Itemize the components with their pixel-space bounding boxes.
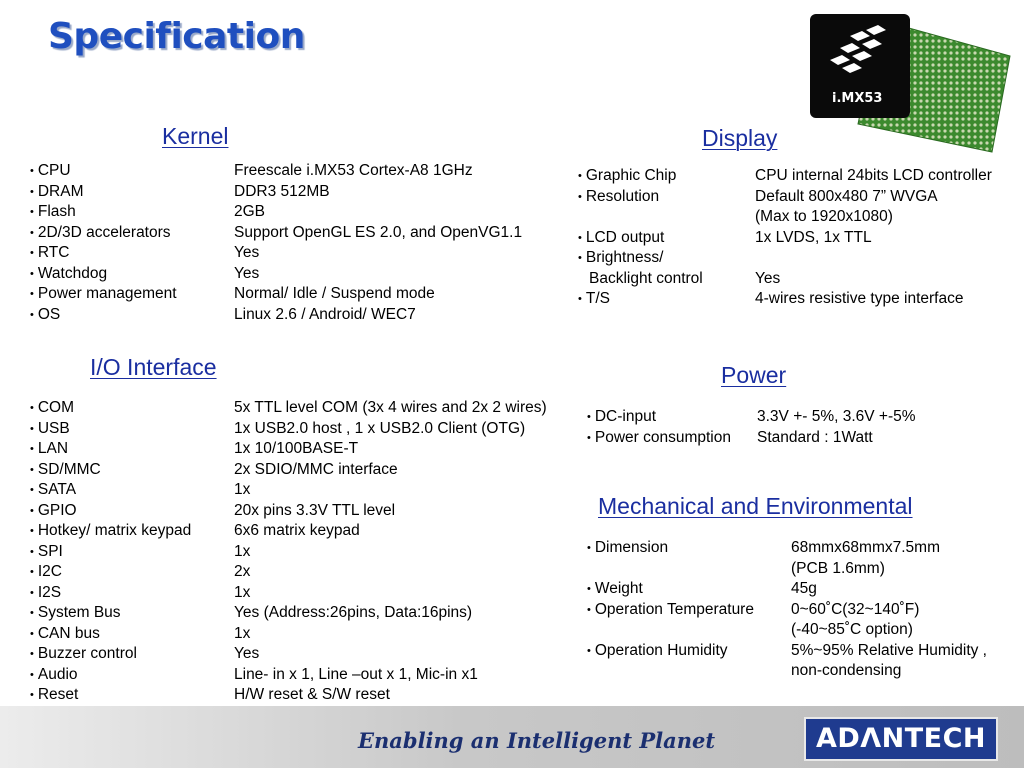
spec-value: 45g — [791, 580, 817, 597]
spec-value: Yes — [234, 244, 260, 261]
spec-row — [578, 289, 1018, 310]
spec-label: • Hotkey/ matrix keypad — [30, 521, 191, 543]
spec-row — [587, 620, 1017, 641]
spec-label: • Dimension — [587, 538, 668, 560]
spec-row — [587, 407, 1007, 428]
spec-label: • Graphic Chip — [578, 166, 676, 188]
spec-row — [30, 501, 580, 522]
spec-row — [578, 269, 1018, 290]
spec-row — [30, 685, 580, 706]
spec-value: Line- in x 1, Line –out x 1, Mic-in x1 — [234, 665, 478, 683]
spec-value: Standard : 1Watt — [757, 428, 873, 446]
spec-label: • RTC — [30, 243, 69, 265]
spec-label: • LCD output — [578, 228, 664, 250]
spec-row — [587, 559, 1017, 580]
spec-label: • Power consumption — [587, 428, 731, 450]
spec-label: • DC-input — [587, 407, 656, 429]
power-spec-list — [587, 407, 1007, 448]
spec-label: • SPI — [30, 542, 63, 564]
spec-label: • USB — [30, 419, 70, 441]
spec-row — [30, 182, 570, 203]
spec-row — [587, 579, 1017, 600]
spec-value: 6x6 matrix keypad — [234, 522, 360, 539]
spec-value: 2x SDIO/MMC interface — [234, 460, 398, 478]
spec-value: 1x USB2.0 host , 1 x USB2.0 Client (OTG) — [234, 419, 526, 437]
spec-row — [30, 202, 570, 223]
mech-spec-list — [587, 538, 1017, 682]
spec-row — [30, 460, 580, 481]
spec-value: 2GB — [234, 203, 266, 220]
spec-label: • T/S — [578, 289, 610, 311]
spec-label: • CAN bus — [30, 624, 100, 646]
spec-value: 1x — [234, 583, 251, 601]
spec-row — [30, 624, 580, 645]
spec-value: Yes (Address:26pins, Data:16pins) — [234, 604, 473, 621]
spec-value: 1x — [234, 481, 251, 498]
spec-row — [30, 398, 580, 419]
spec-label: • LAN — [30, 439, 68, 461]
spec-row — [587, 641, 1017, 662]
spec-row — [578, 248, 1018, 269]
spec-label: • GPIO — [30, 501, 77, 523]
spec-label: • System Bus — [30, 603, 121, 625]
spec-label: • 2D/3D accelerators — [30, 223, 171, 245]
spec-value: (-40~85˚C option) — [791, 621, 913, 638]
spec-value: Freescale i.MX53 Cortex-A8 1GHz — [234, 162, 473, 179]
spec-label: • Weight — [587, 579, 643, 601]
spec-row — [578, 187, 1018, 208]
spec-label: • CPU — [30, 161, 71, 183]
spec-row — [30, 603, 580, 624]
kernel-spec-list — [30, 161, 570, 325]
spec-value: 1x 10/100BASE-T — [234, 440, 359, 457]
spec-label: • I2C — [30, 562, 62, 584]
spec-row — [30, 439, 580, 460]
spec-value: Yes — [755, 269, 781, 287]
spec-row — [30, 562, 580, 583]
spec-label: • Operation Temperature — [587, 600, 754, 622]
spec-label: • Flash — [30, 202, 76, 224]
spec-row — [578, 228, 1018, 249]
spec-row — [587, 428, 1007, 449]
spec-row — [30, 542, 580, 563]
spec-value: (Max to 1920x1080) — [755, 208, 893, 225]
spec-value: Normal/ Idle / Suspend mode — [234, 285, 435, 302]
spec-value: DDR3 512MB — [234, 182, 330, 200]
advantech-logo: ADΛNTECH — [804, 717, 998, 761]
spec-label: • I2S — [30, 583, 61, 605]
spec-value: CPU internal 24bits LCD controller — [755, 167, 992, 184]
display-spec-list — [578, 166, 1018, 310]
spec-label: • Reset — [30, 685, 78, 707]
spec-value: Support OpenGL ES 2.0, and OpenVG1.1 — [234, 223, 523, 241]
chip-label: i.MX53 — [832, 91, 883, 106]
spec-label: • SATA — [30, 480, 76, 502]
spec-value: 1x — [234, 542, 251, 560]
spec-row — [30, 305, 570, 326]
imx53-chip-image — [810, 14, 1015, 154]
footer-slogan: Enabling an Intelligent Planet — [358, 728, 716, 753]
spec-label: • COM — [30, 398, 74, 420]
spec-value: 2x — [234, 563, 251, 580]
spec-row — [30, 521, 580, 542]
spec-value: Default 800x480 7” WVGA — [755, 187, 938, 205]
spec-value: 20x pins 3.3V TTL level — [234, 501, 396, 519]
spec-label: • Resolution — [578, 187, 659, 209]
spec-label: • OS — [30, 305, 60, 327]
spec-value: Yes — [234, 645, 260, 662]
spec-row — [578, 166, 1018, 187]
spec-label: Backlight control — [589, 269, 703, 287]
spec-row — [30, 223, 570, 244]
spec-value: Yes — [234, 264, 260, 282]
display-section-title: Display — [702, 125, 778, 151]
spec-row — [30, 480, 580, 501]
spec-value: Linux 2.6 / Android/ WEC7 — [234, 305, 416, 323]
spec-label: • DRAM — [30, 182, 84, 204]
spec-row — [587, 538, 1017, 559]
spec-label: • Brightness/ — [578, 248, 663, 270]
spec-row — [587, 600, 1017, 621]
spec-row — [587, 661, 1017, 682]
spec-value: (PCB 1.6mm) — [791, 559, 885, 577]
spec-value: 4-wires resistive type interface — [755, 290, 964, 307]
spec-label: • Buzzer control — [30, 644, 137, 666]
spec-value: 1x — [234, 624, 251, 642]
spec-value: 5%~95% Relative Humidity , — [791, 641, 987, 659]
spec-row — [30, 264, 570, 285]
spec-value: 5x TTL level COM (3x 4 wires and 2x 2 wires) — [234, 399, 547, 416]
spec-label: • Power management — [30, 284, 177, 306]
mech-section-title: Mechanical and Environmental — [598, 493, 913, 519]
io-section-title: I/O Interface — [90, 354, 217, 380]
spec-row — [30, 161, 570, 182]
spec-label: • Watchdog — [30, 264, 107, 286]
spec-value: 68mmx68mmx7.5mm — [791, 539, 940, 556]
kernel-section-title: Kernel — [162, 123, 229, 149]
spec-row — [30, 284, 570, 305]
spec-row — [30, 665, 580, 686]
spec-label: • SD/MMC — [30, 460, 101, 482]
spec-value: non-condensing — [791, 662, 902, 679]
spec-row — [30, 243, 570, 264]
spec-row — [578, 207, 1018, 228]
spec-value: 3.3V +- 5%, 3.6V +-5% — [757, 408, 916, 425]
power-section-title: Power — [721, 362, 787, 388]
spec-row — [30, 644, 580, 665]
spec-value: 0~60˚C(32~140˚F) — [791, 600, 920, 618]
spec-label: • Operation Humidity — [587, 641, 728, 663]
spec-label: • Audio — [30, 665, 78, 687]
io-spec-list — [30, 398, 580, 706]
page-title: Specification — [48, 16, 305, 57]
spec-row — [30, 583, 580, 604]
spec-row — [30, 419, 580, 440]
spec-value: H/W reset & S/W reset — [234, 686, 390, 703]
spec-value: 1x LVDS, 1x TTL — [755, 228, 872, 246]
